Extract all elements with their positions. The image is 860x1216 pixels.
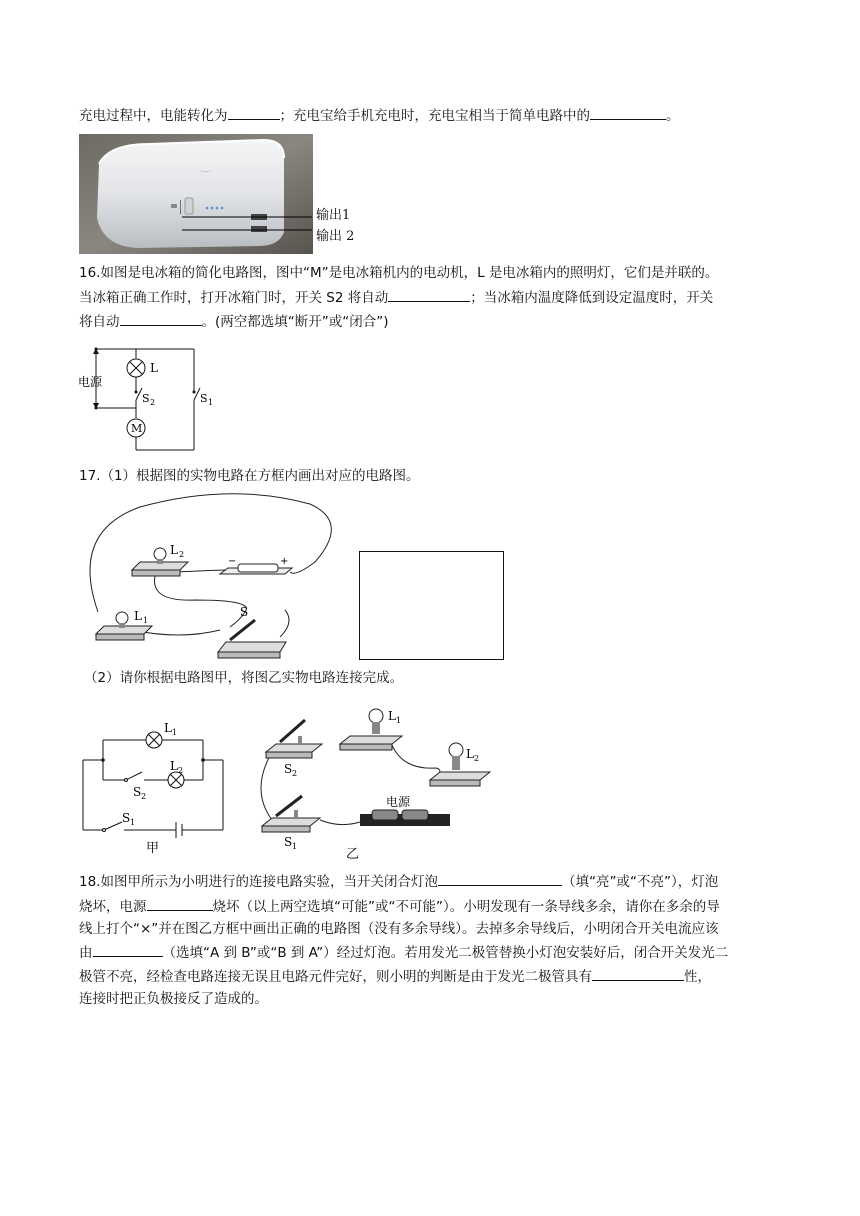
q18-line1 bbox=[79, 872, 718, 891]
l2-label: L bbox=[170, 543, 178, 557]
jia-l1-label: L bbox=[164, 721, 172, 735]
q18-line4 bbox=[79, 943, 728, 962]
answer-blank[interactable] bbox=[388, 288, 470, 302]
answer-blank[interactable] bbox=[590, 106, 666, 120]
q18-line2-a: 烧坏，电源 bbox=[79, 899, 147, 915]
jia-l1-sub: 1 bbox=[172, 728, 178, 737]
yi-l1-label: L bbox=[388, 709, 396, 723]
q17-line2: （2）请你根据电路图甲，将图乙实物电路连接完成。 bbox=[84, 670, 404, 686]
answer-blank[interactable] bbox=[438, 872, 562, 886]
q18-line6: 连接时把正负极接反了造成的。 bbox=[79, 991, 268, 1007]
q16-line2 bbox=[79, 288, 713, 307]
answer-blank[interactable] bbox=[93, 943, 163, 957]
yi-s1-sub: 1 bbox=[292, 842, 298, 851]
q15-text-c: 。 bbox=[666, 108, 680, 124]
jia-s2-sub: 2 bbox=[141, 792, 147, 801]
fridge-circuit-diagram bbox=[76, 340, 226, 455]
q18-line1-a: 18.如图甲所示为小明进行的连接电路实验，当开关闭合灯泡 bbox=[79, 874, 438, 890]
yi-source-label: 电源 bbox=[386, 795, 411, 809]
s1-sub: 1 bbox=[208, 398, 214, 407]
physical-circuit-yi bbox=[250, 700, 520, 860]
yi-s1-label: S bbox=[284, 835, 293, 849]
q15-text-b: ；充电宝给手机充电时，充电宝相当于简单电路中的 bbox=[279, 108, 590, 124]
yi-l2-label: L bbox=[466, 747, 474, 761]
output-2-label: 输出 2 bbox=[316, 229, 355, 244]
q16-line3 bbox=[79, 312, 389, 331]
q16-line3-a: 将自动 bbox=[79, 314, 120, 330]
jia-s1-label: S bbox=[122, 811, 131, 825]
q18-line3: 线上打个“×”并在图乙方框中画出正确的电路图（没有多余导线）。去掉多余导线后，小明闭合开关电流应该 bbox=[79, 921, 719, 937]
physical-circuit-figure bbox=[80, 492, 340, 664]
q18-line4-b: （选填“A 到 B”或“B 到 A”）经过灯泡。若用发光二极管替换小灯泡安装好后，闭合开关发光二 bbox=[162, 945, 729, 961]
answer-blank[interactable] bbox=[120, 312, 202, 326]
q16-line2-a: 当冰箱正确工作时，打开冰箱门时，开关 S2 将自动 bbox=[79, 290, 389, 306]
jia-l2-sub: 2 bbox=[178, 766, 184, 775]
q18-line5-b: 性， bbox=[684, 969, 711, 985]
q16-line2-b: ；当冰箱内温度降低到设定温度时，开关 bbox=[470, 290, 714, 306]
l2-sub: 2 bbox=[179, 550, 185, 559]
jia-s2-label: S bbox=[133, 785, 142, 799]
answer-drawing-box[interactable] bbox=[359, 551, 504, 660]
source-label: 电源 bbox=[78, 375, 103, 389]
l1-sub: 1 bbox=[143, 616, 149, 625]
yi-caption: 乙 bbox=[346, 847, 360, 860]
s1-label: S bbox=[200, 392, 208, 405]
jia-s1-sub: 1 bbox=[130, 818, 136, 827]
q18-line5 bbox=[79, 967, 711, 986]
output-1-label: 输出1 bbox=[316, 208, 351, 223]
l1-label: L bbox=[134, 609, 142, 623]
answer-blank[interactable] bbox=[592, 967, 684, 981]
circuit-diagram-jia bbox=[78, 720, 238, 855]
battery-plus: + bbox=[280, 556, 289, 567]
jia-caption: 甲 bbox=[146, 841, 160, 855]
switch-label: S bbox=[240, 605, 249, 619]
q18-line5-a: 极管不亮，经检查电路连接无误且电路元件完好，则小明的判断是由于发光二极管具有 bbox=[79, 969, 592, 985]
output-leader-lines bbox=[180, 200, 320, 250]
q15-text-a: 充电过程中，电能转化为 bbox=[79, 108, 228, 124]
q15-text bbox=[79, 106, 680, 125]
q18-line2 bbox=[79, 897, 720, 916]
yi-s2-sub: 2 bbox=[292, 769, 298, 778]
q17-line1: 17.（1）根据图的实物电路在方框内画出对应的电路图。 bbox=[79, 468, 420, 484]
s2-label: S bbox=[142, 392, 150, 405]
yi-s2-label: S bbox=[284, 762, 293, 776]
yi-l1-sub: 1 bbox=[396, 716, 402, 725]
q16-line3-b: 。(两空都选填“断开”或“闭合”) bbox=[201, 314, 389, 330]
motor-label: M bbox=[131, 422, 143, 435]
svg-text:·—·: ·—· bbox=[199, 167, 213, 176]
jia-l2-label: L bbox=[170, 759, 178, 773]
answer-blank[interactable] bbox=[147, 897, 213, 911]
q18-line1-b: （填“亮”或“不亮”），灯泡 bbox=[561, 874, 719, 890]
s2-sub: 2 bbox=[150, 398, 156, 407]
q18-line2-b: 烧坏（以上两空选填“可能”或“不可能”）。小明发现有一条导线多余，请你在多余的导 bbox=[212, 899, 720, 915]
yi-l2-sub: 2 bbox=[474, 754, 480, 763]
battery-minus: − bbox=[228, 556, 237, 567]
lamp-label: L bbox=[150, 361, 158, 375]
q16-line1: 16.如图是电冰箱的简化电路图，图中“M”是电冰箱机内的电动机，L 是电冰箱内的照明灯，它们是并联的。 bbox=[79, 265, 719, 281]
answer-blank[interactable] bbox=[228, 106, 280, 120]
q18-line4-a: 由 bbox=[79, 945, 93, 961]
